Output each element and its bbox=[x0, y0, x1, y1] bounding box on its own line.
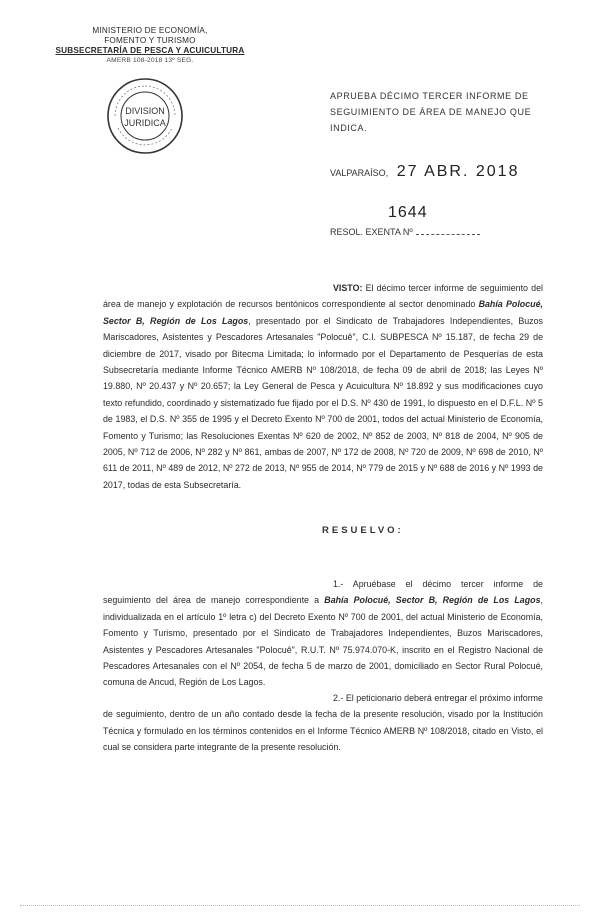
visto-paragraph bbox=[103, 280, 543, 493]
subject-line-1: APRUEBA DÉCIMO TERCER INFORME DE bbox=[330, 91, 529, 101]
division-juridica-seal bbox=[105, 76, 185, 156]
resolution-label-row bbox=[330, 226, 480, 237]
item-1-text-b: , individualizada en el artículo 1º letra c) del Decreto Exento Nº 700 de 2001, del actual Ministerio de Economía, Fomento y Turismo, presentado por el Sindicato de Trabajadores Independientes, Buzos Mariscadores, Asistentes y Pescadores Artesanales "Polocuê", R.U.T. Nº 75.974.070-K, inscrito en el Registro Nacional de Pescadores Artesanales con el Nº 2054, de fecha 5 de marzo de 2001, domiciliado en Sector Rural Polocué, comuna de Ancud, Región de Los Lagos. bbox=[103, 595, 543, 688]
seal-text-2: JURIDICA bbox=[124, 118, 166, 128]
ministry-line-3: SUBSECRETARÍA DE PESCA Y ACUICULTURA bbox=[55, 46, 245, 55]
visto-place: Bahía Polocué, Sector B, Región de Los Lagos bbox=[103, 299, 543, 326]
resuelvo-heading: RESUELVO: bbox=[322, 525, 404, 536]
ministry-line-1: MINISTERIO DE ECONOMÍA, bbox=[92, 26, 208, 35]
subject-line-2: SEGUIMIENTO DE ÁREA DE MANEJO QUE INDICA. bbox=[330, 107, 532, 133]
resolution-label: RESOL. EXENTA Nº bbox=[330, 227, 413, 237]
subject-block bbox=[330, 88, 570, 136]
ministry-reference: AMERB 108-2018 13º SEG. bbox=[106, 57, 194, 64]
visto-text-1: El décimo tercer informe de seguimiento del área de manejo y explotación de recursos bentónicos correspondiente al sector denominado bbox=[103, 283, 543, 310]
item-1-text-a: 1.- Apruébase el décimo tercer informe de seguimiento del área de manejo correspondiente a bbox=[103, 579, 543, 606]
visto-label: VISTO: bbox=[333, 283, 363, 293]
place-date bbox=[330, 163, 519, 181]
ministry-header bbox=[55, 26, 245, 66]
resolution-item-2: 2.- El peticionario deberá entregar el próximo informe de seguimiento, dentro de un año contado desde la fecha de la presente resolución, visado por la Institución Técnica y formulado en los términos contenidos en el Informe Técnico AMERB Nº 108/2018, citado en Visto, el cual se considera parte integrante de la presente resolución. bbox=[103, 693, 543, 753]
item-1-place: Bahía Polocué, Sector B, Región de Los Lagos bbox=[324, 595, 541, 606]
resolution-item-1 bbox=[103, 576, 543, 691]
resolution-blank-line bbox=[416, 226, 480, 235]
page-bottom-edge bbox=[20, 905, 580, 906]
ministry-line-2: FOMENTO Y TURISMO bbox=[104, 36, 196, 45]
date-stamp: 27 ABR. 2018 bbox=[396, 163, 520, 180]
visto-text-2: , presentado por el Sindicato de Trabajadores Independientes, Buzos Mariscadores, Asistentes y Pescadores Artesanales "Polocuê", C.I. SUBPESCA Nº 15.187, de fecha 29 de diciembre de 2017, visado por Bitecma Limitada; lo informado por el Departamento de Pesquerías de esta Subsecretaría mediante Informe Técnico AMERB Nº 108/2018, de fecha 09 de abril de 2018; las Leyes Nº 19.880, Nº 20.437 y Nº 20.657; la Ley General de Pesca y Acuicultura Nº 18.892 y sus modificaciones cuyo texto refundido, coordinado y sistematizado fue fijado por el D.S. Nº 430 de 1991, lo dispuesto en el D.F.L. Nº 5 de 1983, el D.S. Nº 355 de 1995 y el Decreto Exento Nº 700 de 2001, todos del actual Ministerio de Economía, Fomento y Turismo; las Resoluciones Exentas Nº 620 de 2002, Nº 852 de 2003, Nº 818 de 2004, Nº 905 de 2005, Nº 712 de 2006, Nº 282 y Nº 861, ambas de 2007, Nº 172 de 2008, Nº 720 de 2009, Nº 698 de 2010, Nº 611 de 2011, Nº 489 de 2012, Nº 272 de 2013, Nº 955 de 2014, Nº 779 de 2015 y Nº 688 de 2016 y Nº 1993 de 2017, todas de esta Subsecretaría. bbox=[103, 315, 543, 490]
place: VALPARAÍSO, bbox=[330, 168, 389, 178]
resolution-number: 1644 bbox=[388, 204, 428, 221]
seal-text-1: DIVISION bbox=[125, 106, 165, 116]
